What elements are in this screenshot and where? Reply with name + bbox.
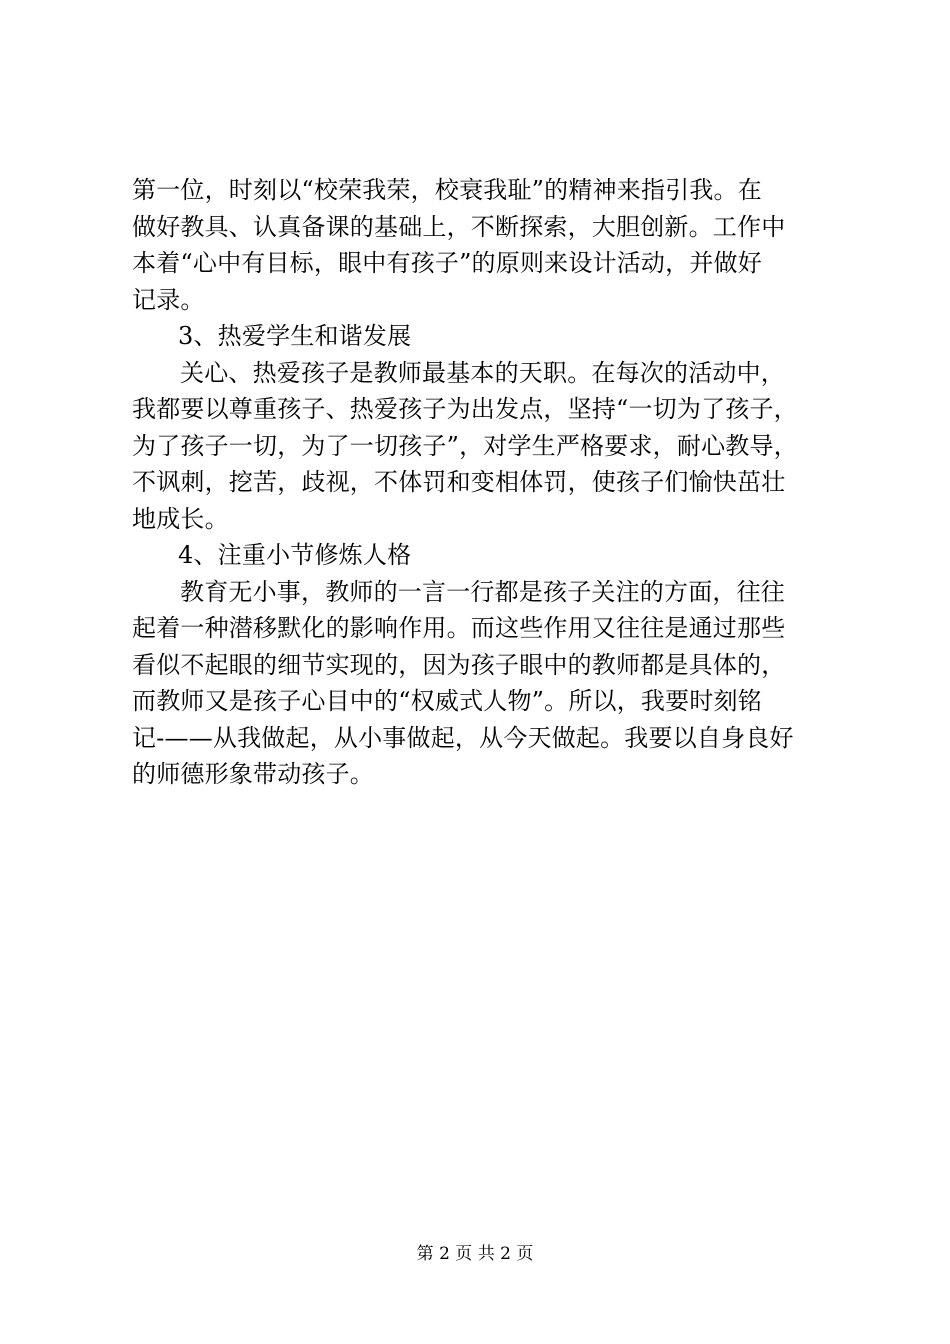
page-footer: 第 2 页 共 2 页 [416,1244,534,1264]
paragraph-line: 起着一种潜移默化的影响作用。而这些作用又往往是通过那些 [132,614,786,642]
paragraph-line: 教育无小事，教师的一言一行都是孩子关注的方面，往往 [180,577,785,606]
paragraph-line: 第一位，时刻以“校荣我荣，校衰我耻”的精神来指引我。在 [132,176,762,204]
paragraph-line: 地成长。 [132,504,229,533]
section-heading: 3、热爱学生和谐发展 [178,322,412,350]
paragraph-line: 记录。 [132,285,205,314]
section-heading: 4、注重小节修炼人格 [178,541,412,569]
paragraph-line: 为了孩子一切，为了一切孩子”，对学生严格要求，耐心教导， [132,431,798,460]
paragraph-line: 看似不起眼的细节实现的，因为孩子眼中的教师都是具体的， [132,650,786,679]
paragraph-line: 而教师又是孩子心目中的“权威式人物”。所以，我要时刻铭 [132,687,762,715]
paragraph-line: 记-——从我做起，从小事做起，从今天做起。我要以自身良好 [132,723,794,752]
paragraph-line: 不讽刺，挖苦，歧视，不体罚和变相体罚，使孩子们愉快茁壮 [132,468,786,496]
body-text [132,172,832,793]
paragraph-line: 关心、热爱孩子是教师最基本的天职。在每次的活动中， [180,358,785,387]
paragraph-line: 的师德形象带动孩子。 [132,760,374,788]
paragraph-line: 我都要以尊重孩子、热爱孩子为出发点，坚持“一切为了孩子， [132,395,798,423]
paragraph-line: 做好教具、认真备课的基础上，不断探索，大胆创新。工作中 [132,212,786,241]
paragraph-line: 本着“心中有目标，眼中有孩子”的原则来设计活动，并做好 [132,249,762,277]
